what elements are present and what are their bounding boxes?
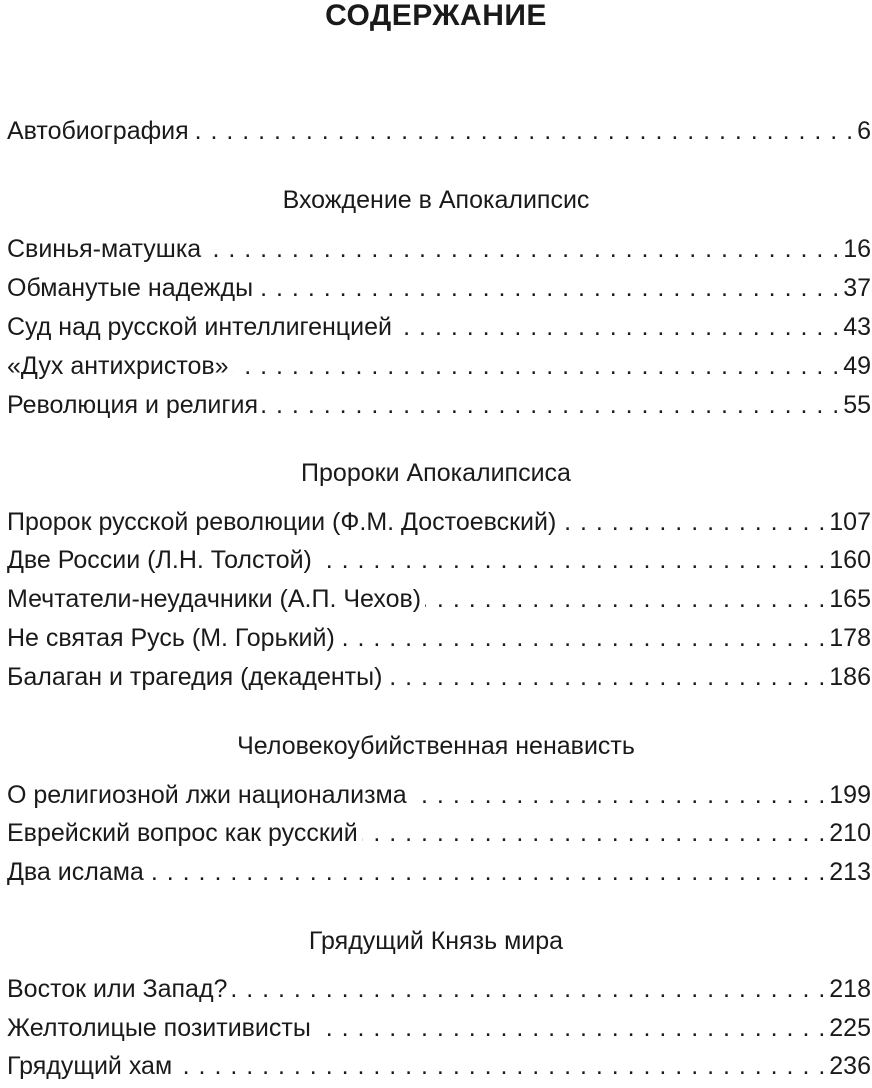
toc-entry[interactable] — [7, 778, 871, 812]
toc-entry-label: Революция и религия — [7, 388, 262, 422]
toc-entry[interactable] — [7, 388, 871, 422]
toc-entry-label: Мечтатели-неудачники (А.П. Чехов) — [7, 582, 425, 616]
toc-entry-page: 43 — [843, 313, 871, 341]
toc-entry-label: Восток или Запад? — [7, 972, 231, 1006]
toc-entry-label: Не святая Русь (М. Горький) — [7, 621, 339, 655]
page-title: СОДЕРЖАНИЕ — [325, 0, 547, 32]
toc-entry-page: 213 — [829, 858, 871, 886]
dot-leader — [386, 660, 826, 694]
dot-leader — [362, 816, 827, 850]
toc-entry-label: Две России (Л.Н. Толстой) — [7, 543, 316, 577]
toc-entry-page: 6 — [857, 117, 871, 145]
toc-entry[interactable] — [7, 855, 871, 889]
dot-leader — [425, 582, 826, 616]
toc-entry-page: 218 — [829, 975, 871, 1003]
toc-entry[interactable] — [7, 1011, 871, 1045]
toc-entry[interactable] — [7, 972, 871, 1006]
toc-entry-label: Пророк русской революции (Ф.М. Достоевский) — [7, 505, 560, 539]
toc-entry[interactable] — [7, 505, 871, 539]
section-heading: Вхождение в Апокалипсис — [282, 186, 590, 214]
dot-leader — [315, 1011, 826, 1045]
toc-entry[interactable] — [7, 816, 871, 850]
toc-entry-page: 199 — [829, 781, 871, 809]
toc-entry-label: Еврейский вопрос как русский — [7, 816, 362, 850]
toc-entry-page: 165 — [829, 585, 871, 613]
dot-leader — [193, 114, 854, 148]
toc-entry-page: 186 — [829, 663, 871, 691]
dot-leader — [316, 543, 826, 577]
toc-entry[interactable] — [7, 660, 871, 694]
toc-entry-label: Два ислама — [7, 855, 148, 889]
toc-entry-label: О религиозной лжи национализма — [7, 778, 411, 812]
toc-entry[interactable] — [7, 543, 871, 577]
toc-entry[interactable] — [7, 1049, 871, 1083]
toc-entry-label: Суд над русской интеллигенцией — [7, 310, 396, 344]
toc-entry[interactable] — [7, 349, 871, 383]
toc-entry-label: Свинья-матушка — [7, 232, 205, 266]
toc-entry-page: 16 — [843, 235, 871, 263]
dot-leader — [262, 388, 840, 422]
section-heading: Грядущий Князь мира — [308, 927, 564, 955]
dot-leader — [231, 972, 826, 1006]
toc-entry-label: Балаган и трагедия (декаденты) — [7, 660, 386, 694]
toc-entry-page: 225 — [829, 1014, 871, 1042]
toc-entry-label: Обманутые надежды — [7, 271, 257, 305]
toc-entry-page: 49 — [843, 352, 871, 380]
toc-entry-page: 107 — [829, 508, 871, 536]
toc-entry[interactable] — [7, 621, 871, 655]
toc-entry-label: «Дух антихристов» — [7, 349, 233, 383]
section-heading: Пророки Апокалипсиса — [301, 459, 571, 487]
dot-leader — [233, 349, 841, 383]
dot-leader — [411, 778, 827, 812]
toc-entry-autobiography[interactable] — [7, 114, 871, 148]
toc-entry[interactable] — [7, 271, 871, 305]
dot-leader — [176, 1049, 826, 1083]
toc-entry-label: Желтолицые позитивисты — [7, 1011, 315, 1045]
dot-leader — [396, 310, 840, 344]
toc-entry-page: 55 — [843, 391, 871, 419]
section-heading: Человекоубийственная ненависть — [237, 732, 635, 760]
toc-entry-page: 210 — [829, 819, 871, 847]
toc-entry-page: 178 — [829, 624, 871, 652]
dot-leader — [205, 232, 840, 266]
toc-entry-page: 236 — [829, 1052, 871, 1080]
toc-entry-label: Автобиография — [7, 114, 193, 148]
dot-leader — [339, 621, 826, 655]
dot-leader — [148, 855, 826, 889]
toc-entry[interactable] — [7, 582, 871, 616]
toc-entry[interactable] — [7, 232, 871, 266]
toc-entry-page: 37 — [843, 274, 871, 302]
toc-entry-label: Грядущий хам — [7, 1049, 176, 1083]
toc-entry[interactable] — [7, 310, 871, 344]
dot-leader — [560, 505, 826, 539]
toc-entry-page: 160 — [829, 546, 871, 574]
dot-leader — [257, 271, 840, 305]
